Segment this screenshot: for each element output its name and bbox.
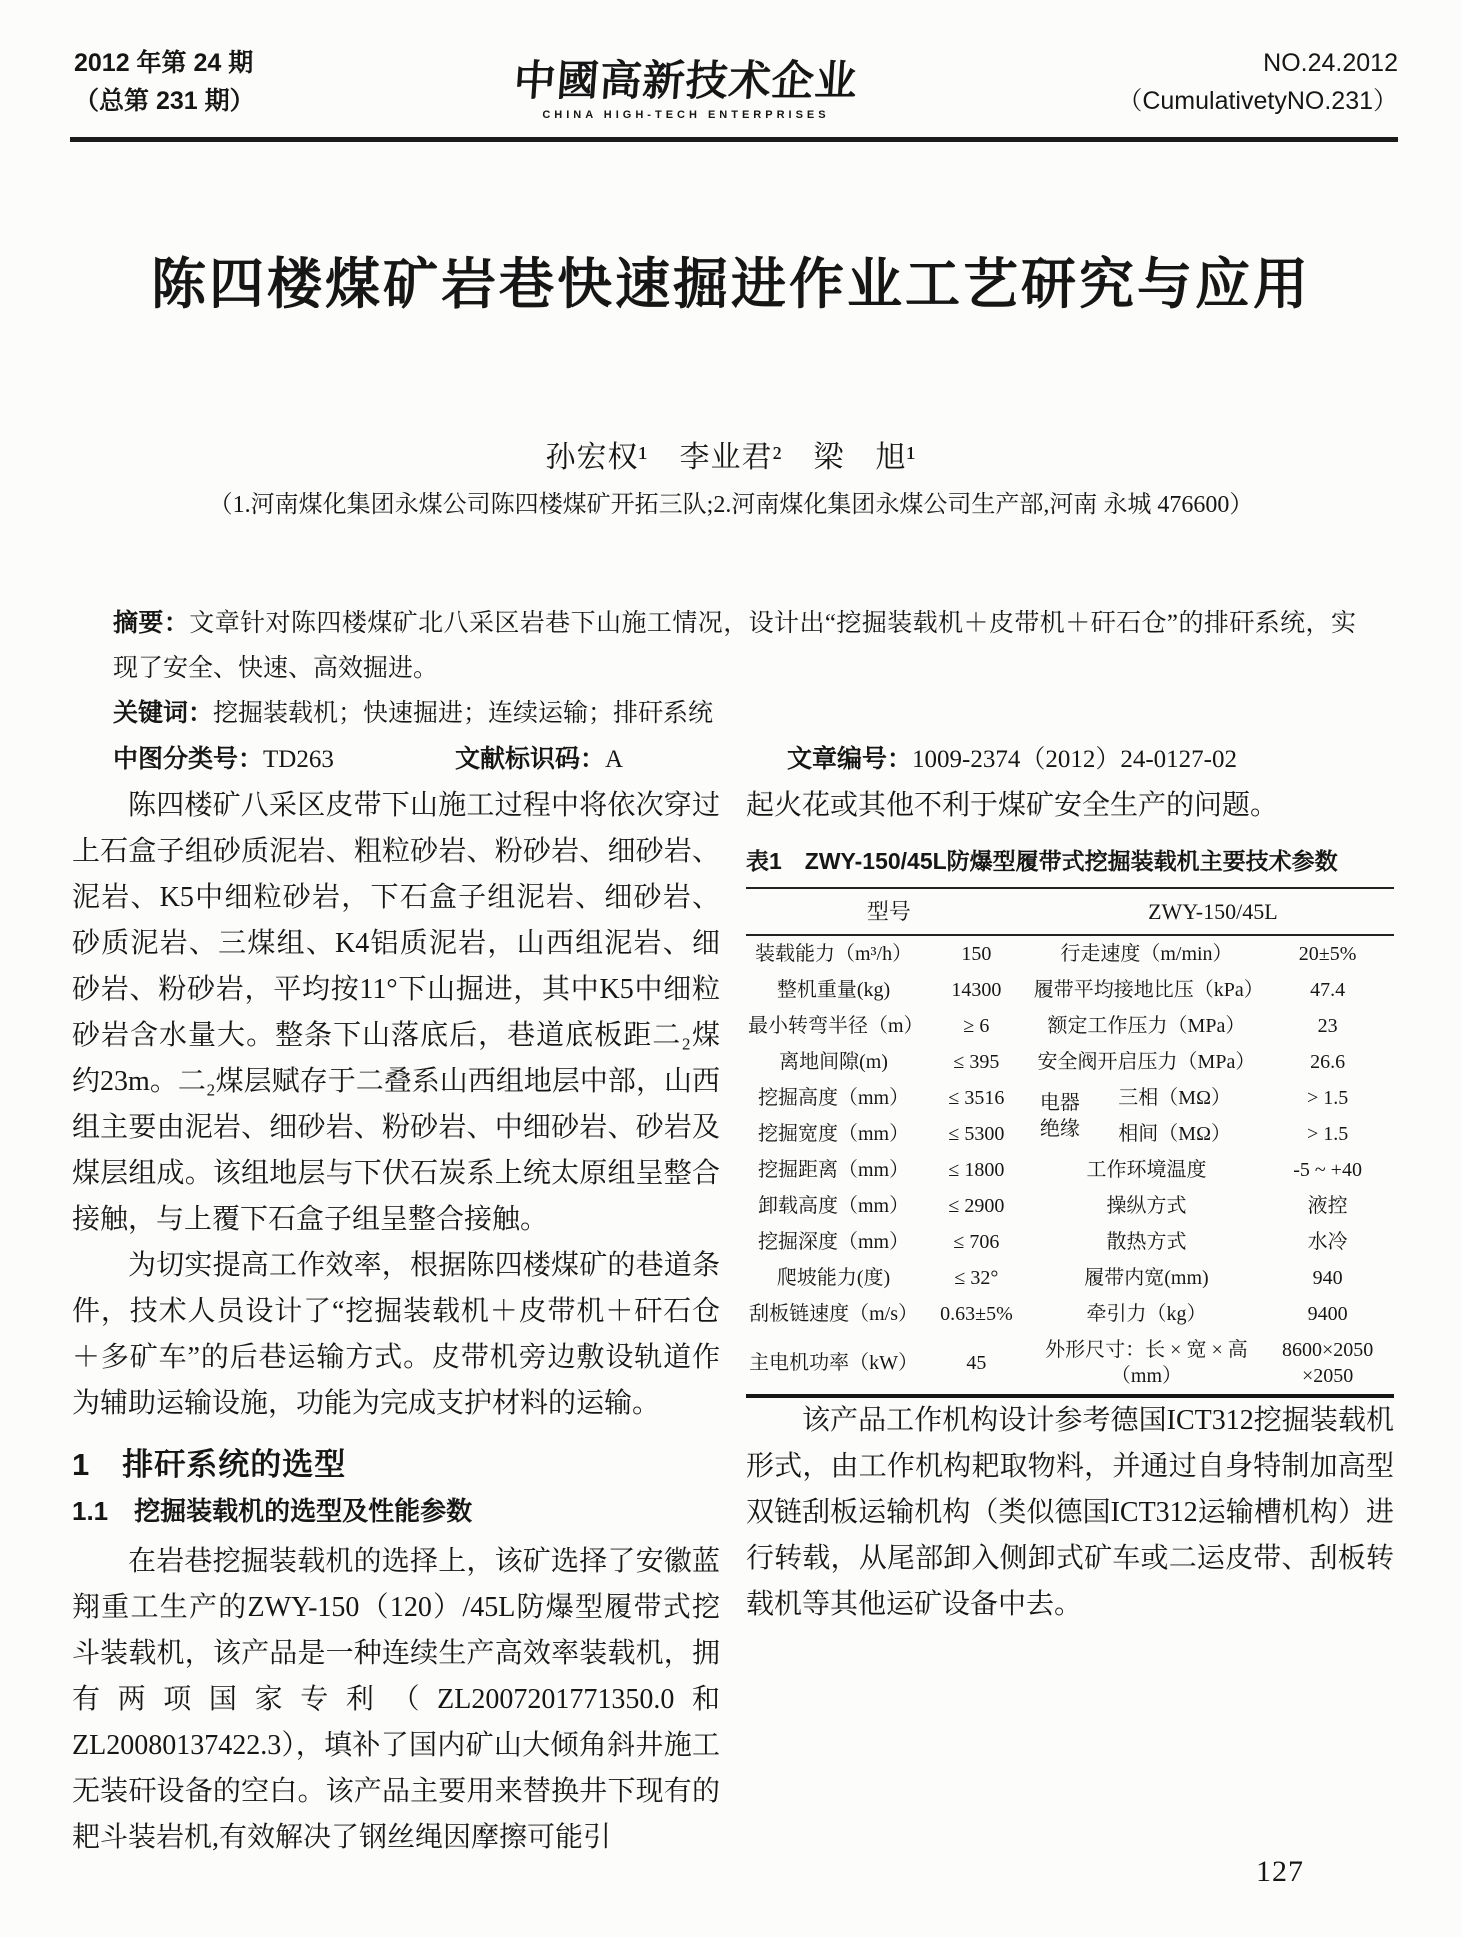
doc-code-value: A (605, 746, 624, 773)
value-cell: ≤ 2900 (948, 1195, 1005, 1217)
table-row (746, 972, 1394, 1008)
table-row (746, 1188, 1394, 1224)
param-cell: 挖掘宽度（mm） (757, 1123, 910, 1145)
table-header-value: ZWY-150/45L (1032, 888, 1394, 935)
value-cell: 8600×2050 ×2050 (1281, 1339, 1374, 1387)
keywords-text: 挖掘装载机；快速掘进；连续运输；排矸系统 (213, 700, 714, 727)
journal-name-en: CHINA HIGH-TECH ENTERPRISES (542, 109, 830, 121)
abstract-text: 文章针对陈四楼煤矿北八采区岩巷下山施工情况，设计出“挖掘装载机＋皮带机＋矸石仓”的排矸系统，实现了安全、快速、高效掘进。 (113, 610, 1356, 682)
param-cell: 最小转弯半径（m） (748, 1015, 924, 1037)
param-cell: 爬坡能力(度) (776, 1267, 891, 1289)
table-row (746, 1332, 1394, 1396)
journal-name-cn: 中國高新技术企业 (512, 56, 860, 105)
group-cell: 电器绝缘 (1039, 1092, 1080, 1140)
value-cell: 0.63±5% (940, 1303, 1013, 1325)
article-id-item (787, 737, 1237, 782)
param-cell: 挖掘高度（mm） (757, 1087, 910, 1109)
value-cell: ≤ 32° (954, 1267, 999, 1289)
abstract-label: 摘要： (113, 609, 190, 637)
affiliation-line: （1.河南煤化集团永煤公司陈四楼煤矿开拓三队;2.河南煤化集团永煤公司生产部,河南 永城 476600） (208, 492, 1254, 518)
doc-code-item (455, 737, 787, 782)
value-cell: 9400 (1307, 1303, 1348, 1325)
param-cell: 额定工作压力（MPa） (1047, 1015, 1246, 1037)
keywords-paragraph (113, 691, 1356, 736)
params-table-body (746, 935, 1394, 1396)
param-cell: 离地间隙(m) (779, 1051, 888, 1073)
cumulative-issue: （总第 231 期） (74, 87, 255, 115)
table-row (746, 1080, 1394, 1116)
param-cell: 三相（MΩ） (1118, 1087, 1231, 1109)
doc-code-label: 文献标识码： (455, 745, 606, 773)
table-caption: 表1 ZWY-150/45L防爆型履带式挖掘装载机主要技术参数 (746, 848, 1338, 874)
value-cell: 水冷 (1307, 1231, 1348, 1253)
table-row (746, 1008, 1394, 1044)
body-paragraph: 在岩巷挖掘装载机的选择上，该矿选择了安徽蓝翔重工生产的ZWY-150（120）/45L防爆型履带式挖斗装载机，该产品是一种连续生产高效率装载机，拥有两项国家专利（ZL2007201771350.0和ZL20080137422.3），填补了国内矿山大倾角斜井施工无装矸设备的空白。该产品主要用来替换井下现有的耙斗装岩机,有效解决了钢丝绳因摩擦可能引 (72, 1546, 720, 1853)
value-cell: ≥ 6 (963, 1015, 990, 1037)
param-cell: 散热方式 (1106, 1231, 1187, 1253)
journal-header (74, 44, 1398, 121)
value-cell: > 1.5 (1306, 1123, 1349, 1145)
table-header-model: 型号 (746, 888, 1032, 935)
table-row (746, 1224, 1394, 1260)
param-cell: 挖掘距离（mm） (757, 1159, 910, 1181)
param-cell: 相间（MΩ） (1118, 1123, 1231, 1145)
value-cell: ≤ 395 (953, 1051, 1000, 1073)
param-cell: 刮板链速度（m/s） (749, 1303, 918, 1325)
abstract-block (113, 601, 1356, 782)
param-cell: 挖掘深度（mm） (757, 1231, 910, 1253)
value-cell: 45 (966, 1352, 987, 1374)
clc-value: TD263 (263, 746, 334, 773)
classification-line (113, 737, 1356, 782)
body-paragraph: 陈四楼矿八采区皮带下山施工过程中将依次穿过上石盒子组砂质泥岩、粗粒砂岩、粉砂岩、细砂岩、泥岩、K5中细粒砂岩，下石盒子组泥岩、细砂岩、砂质泥岩、三煤组、K4铝质泥岩，山西组泥岩、细砂岩、粉砂岩，平均按11°下山掘进，其中K5中细粒砂岩含水量大。整条下山落底后，巷道底板距二₂煤约23m。二₂煤层赋存于二叠系山西组地层中部，山西组主要由泥岩、细砂岩、粉砂岩、中细砂岩、砂岩及煤层组成。该组地层与下伏石炭系上统太原组呈整合接触，与上覆下石盒子组呈整合接触。 (72, 790, 720, 1235)
header-divider (70, 137, 1398, 142)
keywords-label: 关键词： (113, 699, 214, 727)
value-cell: 14300 (951, 979, 1002, 1001)
param-cell: 主电机功率（kW） (749, 1352, 918, 1374)
param-cell: 工作环境温度 (1086, 1159, 1207, 1181)
issue-info-en (1117, 44, 1398, 120)
param-cell: 卸载高度（mm） (757, 1195, 910, 1217)
value-cell: 47.4 (1310, 979, 1346, 1001)
table-row (746, 1044, 1394, 1080)
value-cell: ≤ 706 (953, 1231, 1000, 1253)
body-paragraph: 起火花或其他不利于煤矿安全生产的问题。 (746, 790, 1279, 821)
section-heading-1: 1 排矸系统的选型 (72, 1447, 347, 1482)
value-cell: ≤ 3516 (948, 1087, 1005, 1109)
param-cell: 安全阀开启压力（MPa） (1037, 1051, 1256, 1073)
journal-logo (514, 48, 858, 121)
clc-label: 中图分类号： (113, 745, 264, 773)
body-paragraph: 为切实提高工作效率，根据陈四楼煤矿的巷道条件，技术人员设计了“挖掘装载机＋皮带机＋矸石仓＋多矿车”的后巷运输方式。皮带机旁边敷设轨道作为辅助运输设施，功能为完成支护材料的运输。 (72, 1250, 720, 1419)
article-title: 陈四楼煤矿岩巷快速掘进作业工艺研究与应用 (150, 254, 1311, 315)
article-id-value: 1009-2374（2012）24-0127-02 (912, 746, 1237, 773)
table-row (746, 1296, 1394, 1332)
issue-number-en: NO.24.2012 (1263, 49, 1398, 77)
param-cell: 外形尺寸：长 × 宽 × 高（mm） (1045, 1339, 1248, 1387)
section-heading-1-1: 1.1 挖掘装载机的选型及性能参数 (72, 1496, 473, 1526)
issue-number: 2012 年第 24 期 (74, 49, 254, 77)
value-cell: ≤ 5300 (948, 1123, 1005, 1145)
value-cell: 150 (961, 943, 992, 965)
param-cell: 整机重量(kg) (776, 979, 891, 1001)
value-cell: 液控 (1307, 1195, 1348, 1217)
table-row (746, 1260, 1394, 1296)
param-cell: 行走速度（m/min） (1060, 943, 1233, 965)
value-cell: -5 ~ +40 (1293, 1159, 1362, 1181)
param-cell: 操纵方式 (1106, 1195, 1187, 1217)
left-column (72, 783, 720, 1861)
body-columns (72, 783, 1394, 1861)
param-cell: 履带平均接地比压（kPa） (1033, 979, 1264, 1001)
article-id-label: 文章编号： (787, 745, 913, 773)
table-row (746, 1152, 1394, 1188)
authors-line: 孙宏权¹ 李业君² 梁 旭¹ (545, 441, 917, 474)
value-cell: 20±5% (1298, 943, 1357, 965)
table-header-row (746, 888, 1394, 935)
body-paragraph: 该产品工作机构设计参考德国ICT312挖掘装载机形式，由工作机构耙取物料，并通过自身特制加高型双链刮板运输机构（类似德国ICT312运输槽机构）进行转载，从尾部卸入侧卸式矿车或二运皮带、刮板转载机等其他运矿设备中去。 (746, 1405, 1394, 1620)
abstract-paragraph (113, 601, 1356, 691)
page-number: 127 (1256, 1855, 1304, 1888)
param-cell: 牵引力（kg） (1086, 1303, 1207, 1325)
clc-item (113, 737, 455, 782)
table-row (746, 935, 1394, 972)
value-cell: 26.6 (1310, 1051, 1346, 1073)
right-column (746, 783, 1394, 1861)
value-cell: 940 (1312, 1267, 1343, 1289)
param-cell: 装载能力（m³/h） (754, 943, 913, 965)
param-cell: 履带内宽(mm) (1084, 1267, 1209, 1289)
issue-info-cn (74, 44, 255, 120)
value-cell: > 1.5 (1306, 1087, 1349, 1109)
cumulative-issue-en: （CumulativetyNO.231） (1117, 87, 1398, 115)
value-cell: 23 (1317, 1015, 1338, 1037)
value-cell: ≤ 1800 (948, 1159, 1005, 1181)
params-table (746, 887, 1394, 1398)
